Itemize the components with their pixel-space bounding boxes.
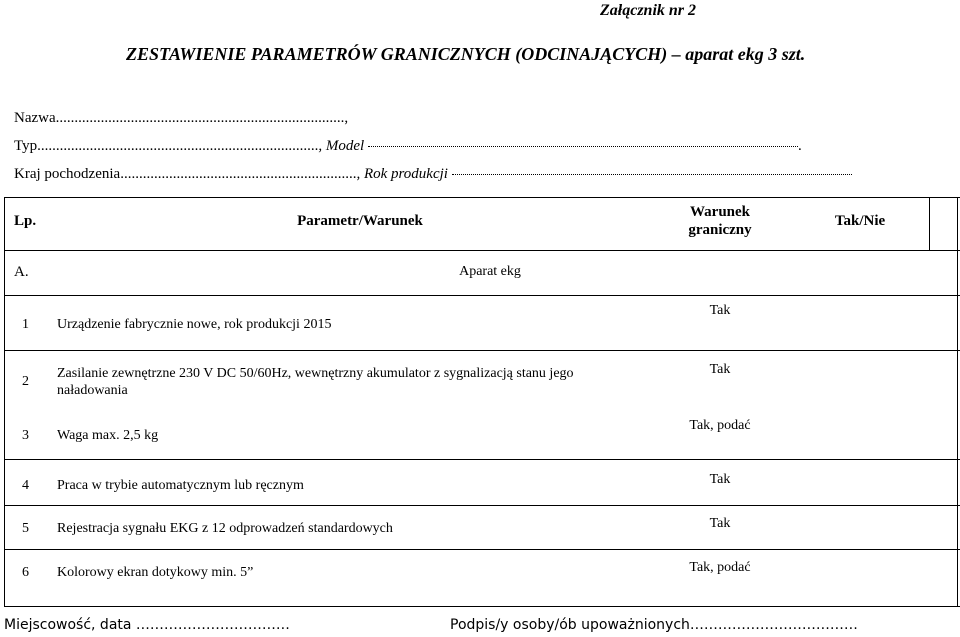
signature-field: Podpis/y osoby/ób upoważnionych………………………………	[450, 617, 858, 633]
place-date-field: Miejscowość, data ……………………………	[4, 617, 290, 633]
type-field	[14, 138, 802, 155]
type-label: Typ...........................................................................	[14, 138, 319, 154]
section-label: Aparat ekg	[459, 264, 521, 279]
row-text: Rejestracja sygnału EKG z 12 odprowadzeń standardowych	[57, 521, 393, 536]
row-num: 3	[22, 428, 29, 443]
row-value: Tak	[709, 362, 731, 377]
document-title: ZESTAWIENIE PARAMETRÓW GRANICZNYCH (ODCINAJĄCYCH) – aparat ekg 3 szt.	[126, 44, 806, 64]
row-num: 5	[22, 521, 29, 536]
attachment-label: Załącznik nr 2	[600, 2, 697, 19]
header-limit-2: graniczny	[688, 222, 752, 238]
table-bottom-border	[4, 606, 960, 607]
row-text: Waga max. 2,5 kg	[57, 428, 159, 443]
header-right-divider	[929, 197, 930, 250]
row-text-cont: naładowania	[57, 383, 128, 398]
header-bottom-border	[4, 250, 960, 251]
row-text: Urządzenie fabrycznie nowe, rok produkcji 2015	[57, 317, 332, 332]
row-text: Zasilanie zewnętrzne 230 V DC 50/60Hz, wewnętrzny akumulator z sygnalizacją stanu jego	[57, 366, 574, 381]
row-num: 4	[22, 478, 29, 493]
model-end: .	[797, 138, 802, 154]
row-value: Tak	[709, 472, 731, 487]
name-field: Nazwa.............................................................................,	[14, 110, 349, 126]
country-field	[14, 166, 852, 183]
row-text: Praca w trybie automatycznym lub ręcznym	[57, 478, 304, 493]
header-limit-1: Warunek	[689, 204, 750, 220]
table-left-border	[4, 197, 5, 606]
row3-border	[4, 459, 960, 460]
row-value: Tak, podać	[689, 418, 751, 433]
year-label: , Rok produkcji	[356, 166, 448, 182]
row-value: Tak	[709, 303, 731, 318]
row-num: 2	[22, 374, 29, 389]
row5-border	[4, 549, 960, 550]
row-num: 1	[22, 317, 29, 332]
section-bottom-border	[4, 295, 960, 296]
year-dots	[452, 174, 852, 175]
model-dots	[368, 146, 798, 147]
header-lp: Lp.	[14, 213, 37, 229]
row4-border	[4, 505, 960, 506]
row-text: Kolorowy ekran dotykowy min. 5”	[57, 565, 254, 580]
header-yesno: Tak/Nie	[834, 213, 886, 229]
header-param: Parametr/Warunek	[297, 213, 423, 229]
row1-border	[4, 350, 960, 351]
model-label: , Model	[318, 138, 365, 154]
country-label: Kraj pochodzenia...............................................................	[14, 166, 357, 182]
row-value: Tak	[709, 516, 731, 531]
table-right-border	[957, 197, 958, 606]
section-id: A.	[14, 264, 29, 280]
table-top-border	[4, 197, 960, 198]
row-num: 6	[22, 565, 29, 580]
row-value: Tak, podać	[689, 560, 751, 575]
